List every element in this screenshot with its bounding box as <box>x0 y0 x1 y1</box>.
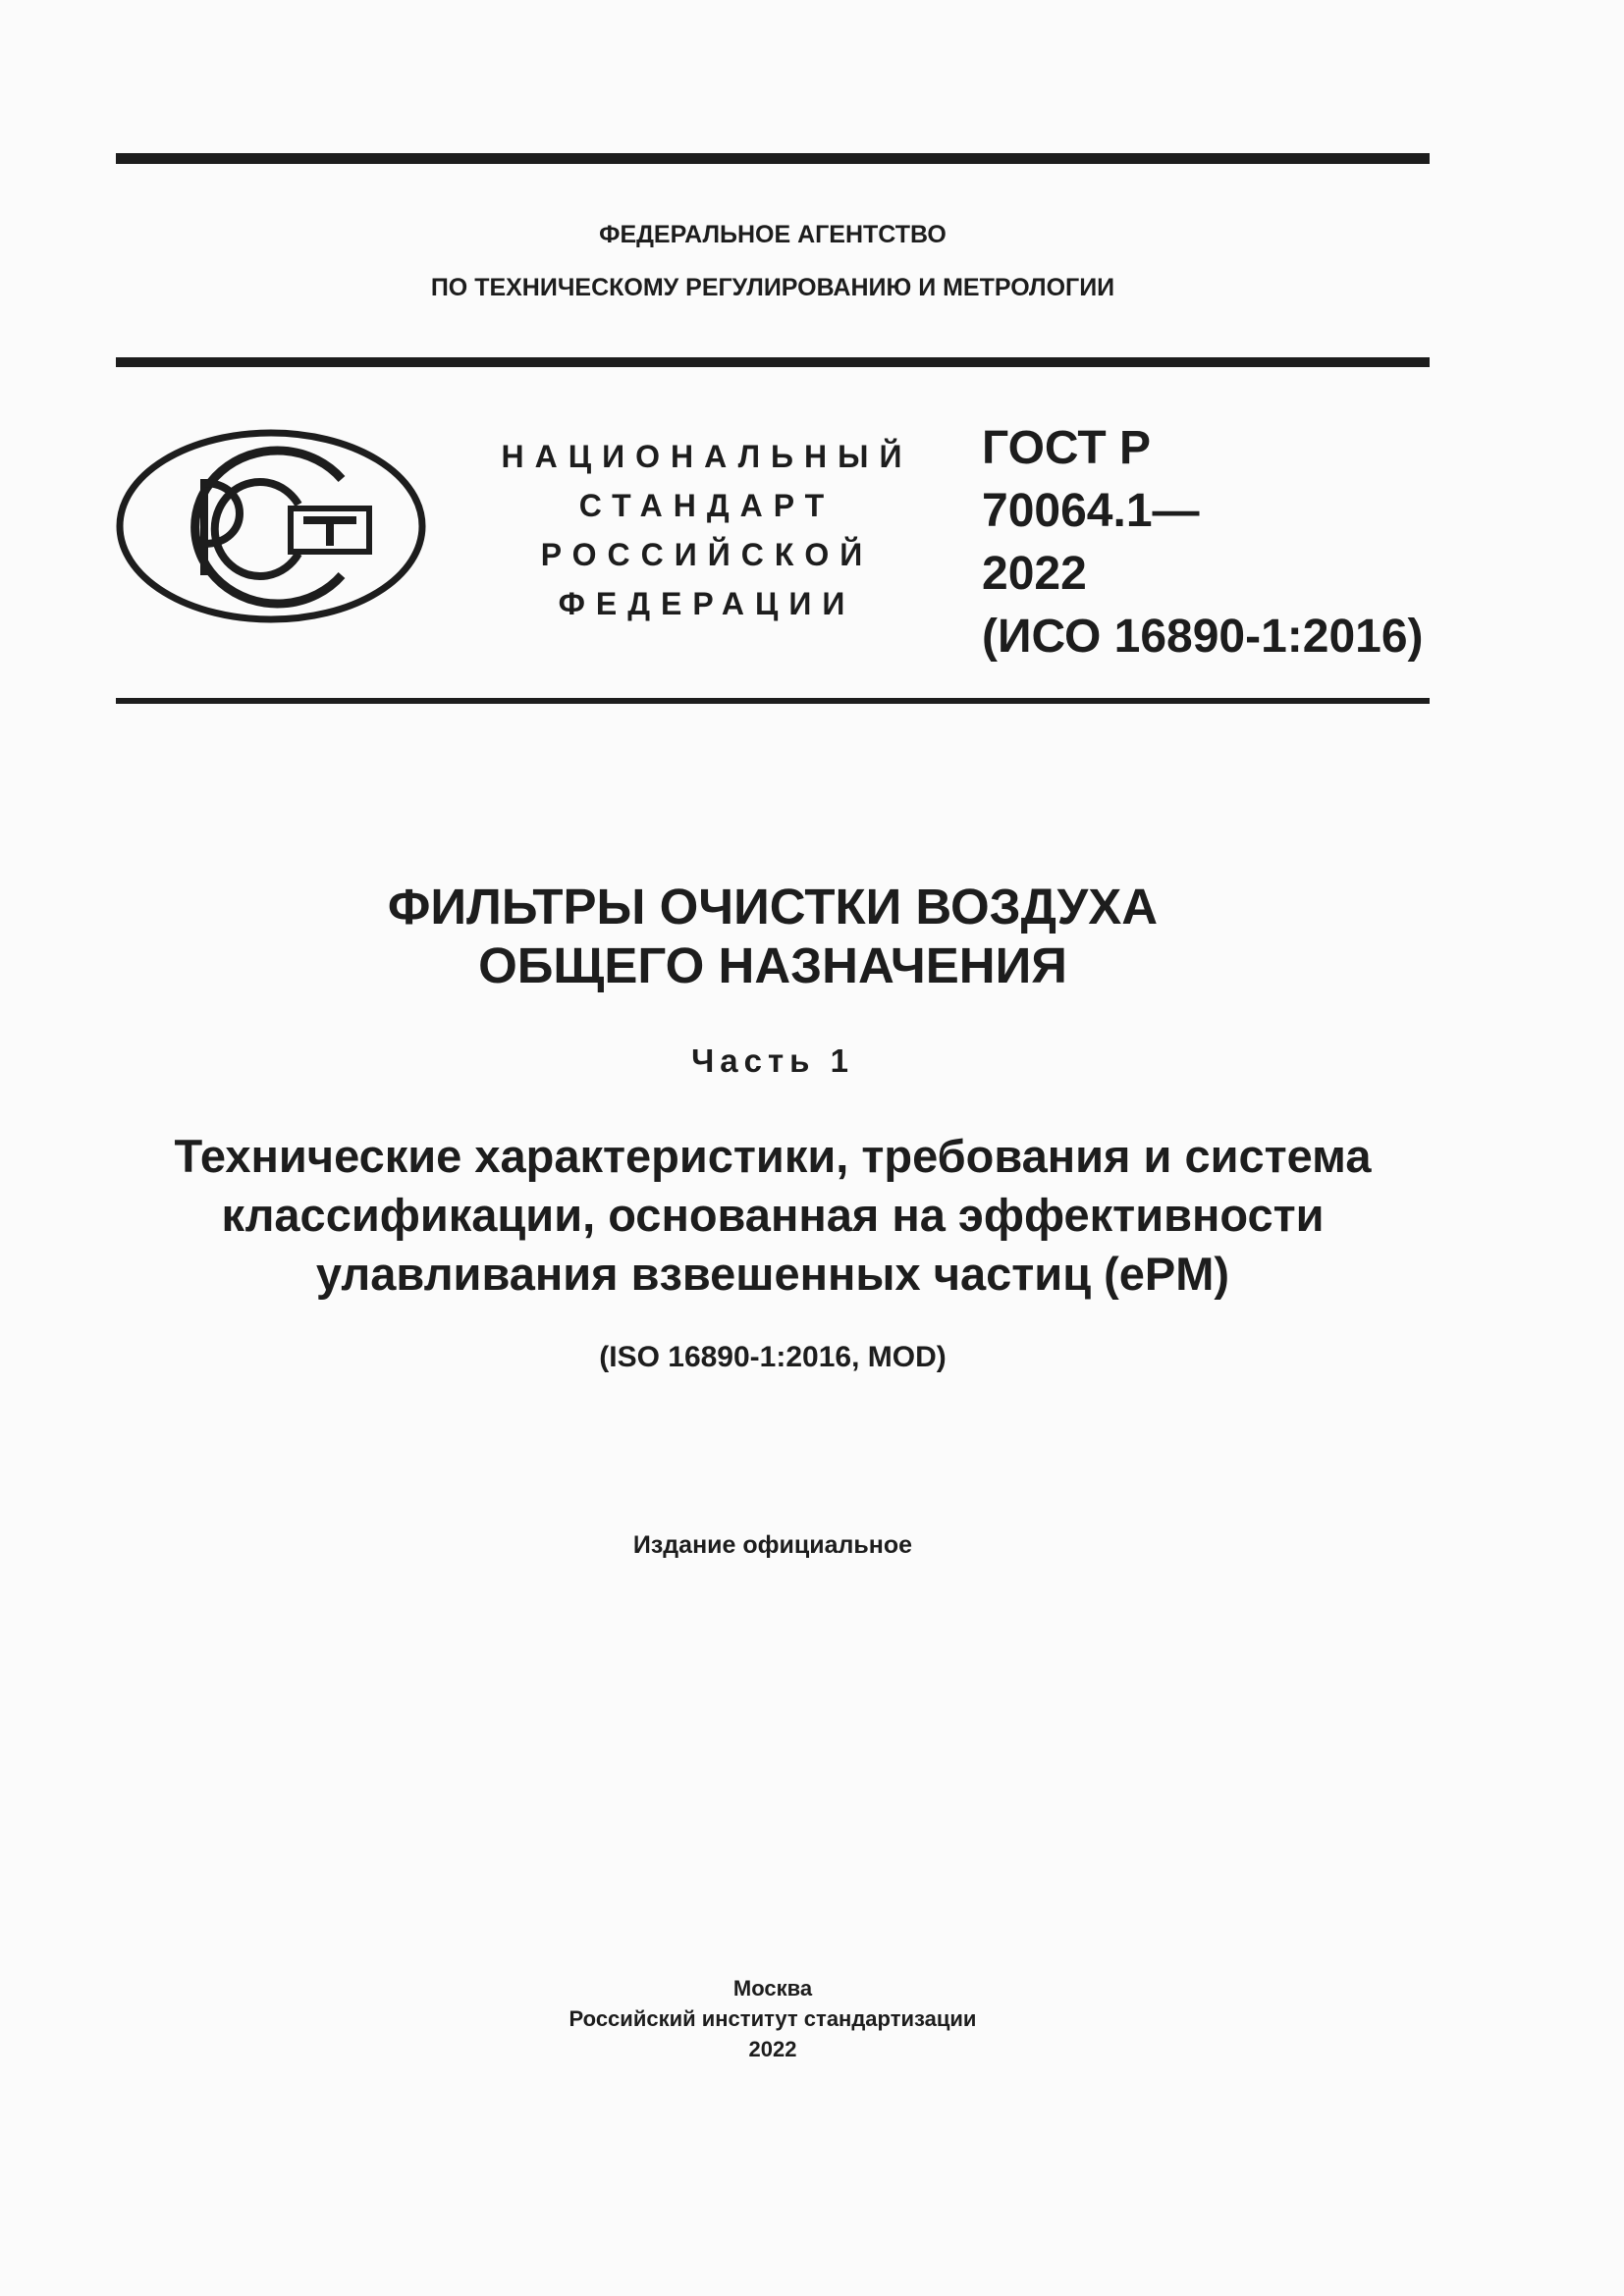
national-line-3: РОССИЙСКОЙ <box>540 537 874 572</box>
designation-line-2: 70064.1— <box>982 485 1200 537</box>
middle-rule <box>116 357 1430 367</box>
standard-designation <box>982 417 1424 668</box>
iso-reference: (ISO 16890-1:2016, MOD) <box>599 1341 947 1373</box>
top-rule <box>116 153 1430 164</box>
imprint-publisher: Российский институт стандартизации <box>568 2006 977 2031</box>
edition-note: Издание официальное <box>632 1531 913 1559</box>
agency-line-1: ФЕДЕРАЛЬНОЕ АГЕНТСТВО <box>599 221 947 248</box>
publisher-imprint <box>116 1973 1430 2064</box>
subtitle-line-1: Технические характеристики, требования и система <box>174 1130 1372 1182</box>
agency-header <box>116 208 1430 314</box>
subtitle-line-3: улавливания взвешенных частиц (ePM) <box>315 1248 1230 1300</box>
imprint-year: 2022 <box>748 2037 797 2061</box>
part-label: Часть 1 <box>691 1042 854 1079</box>
document-title <box>116 878 1430 995</box>
national-line-4: ФЕДЕРАЦИИ <box>558 586 856 621</box>
agency-line-2: ПО ТЕХНИЧЕСКОМУ РЕГУЛИРОВАНИЮ И МЕТРОЛОГИИ <box>430 274 1115 301</box>
designation-line-4: (ИСО 16890-1:2016) <box>982 611 1424 663</box>
bottom-rule <box>116 698 1430 704</box>
imprint-city: Москва <box>732 1976 813 2001</box>
rst-mark-icon <box>114 428 428 624</box>
designation-line-1: ГОСТ Р <box>982 422 1152 474</box>
national-line-2: СТАНДАРТ <box>578 488 836 523</box>
designation-line-3: 2022 <box>982 548 1087 600</box>
title-line-2: ОБЩЕГО НАЗНАЧЕНИЯ <box>478 937 1067 993</box>
title-line-1: ФИЛЬТРЫ ОЧИСТКИ ВОЗДУХА <box>387 879 1159 934</box>
national-line-1: НАЦИОНАЛЬНЫЙ <box>501 439 913 474</box>
national-standard-label <box>471 432 943 628</box>
subtitle-line-2: классификации, основанная на эффективности <box>221 1189 1325 1241</box>
document-subtitle <box>116 1127 1430 1304</box>
